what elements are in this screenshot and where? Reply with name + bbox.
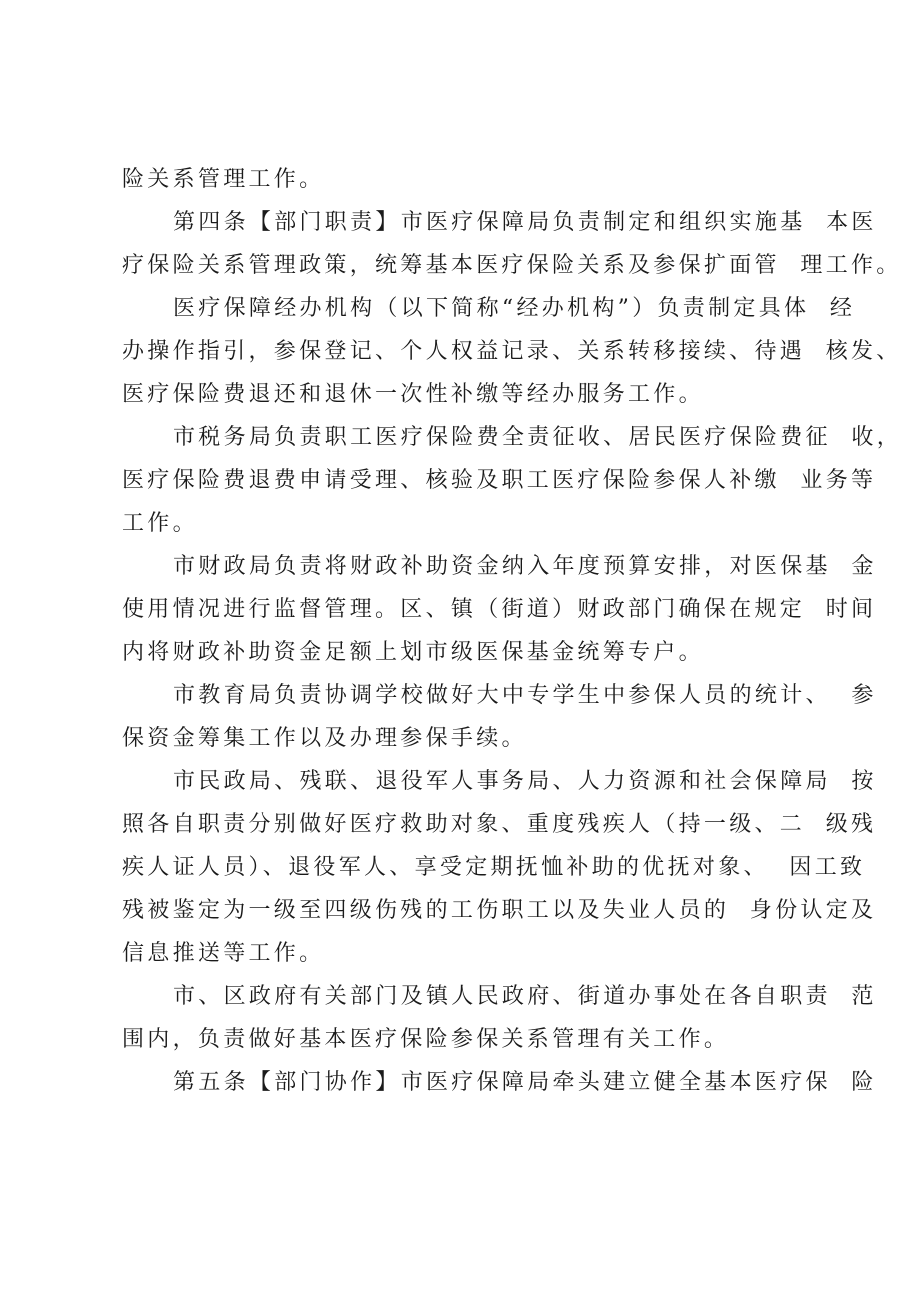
text-line: 市教育局负责协调学校做好大中专学生中参保人员的统计、 参 xyxy=(173,683,877,708)
text-line: 保资金筹集工作以及办理参保手续。 xyxy=(122,726,527,751)
text-line: 医疗保障经办机构（以下简称“经办机构”）负责制定具体 经 xyxy=(173,296,856,321)
text-line: 使用情况进行监督管理。区、镇（街道）财政部门确保在规定 时间 xyxy=(122,597,877,622)
text-line: 残被鉴定为一级至四级伤残的工伤职工以及失业人员的 身份认定及 xyxy=(122,898,877,923)
text-line: 照各自职责分别做好医疗救助对象、重度残疾人（持一级、二 级残 xyxy=(122,812,877,837)
text-line: 内将财政补助资金足额上划市级医保基金统筹专户。 xyxy=(122,640,704,665)
text-line: 疾人证人员）、退役军人、享受定期抚恤补助的优抚对象、 因工致 xyxy=(122,855,866,880)
text-line: 市财政局负责将财政补助资金纳入年度预算安排，对医保基 金 xyxy=(173,554,877,579)
text-line: 医疗保险费退还和退休一次性补缴等经办服务工作。 xyxy=(122,382,704,407)
text-line: 信息推送等工作。 xyxy=(122,941,325,966)
text-line: 市税务局负责职工医疗保险费全责征收、居民医疗保险费征 收， xyxy=(173,425,902,450)
text-line: 办操作指引，参保登记、个人权益记录、关系转移接续、待遇 核发、 xyxy=(122,339,902,364)
text-line: 市民政局、残联、退役军人事务局、人力资源和社会保障局 按 xyxy=(173,769,877,794)
text-line: 险关系管理工作。 xyxy=(122,167,325,192)
article-5-heading-line: 第五条【部门协作】市医疗保障局牵头建立健全基本医疗保 险 xyxy=(173,1070,877,1095)
text-line: 工作。 xyxy=(122,511,198,536)
text-line: 医疗保险费退费申请受理、核验及职工医疗保险参保人补缴 业务等 xyxy=(122,468,877,493)
text-line: 疗保险关系管理政策，统筹基本医疗保险关系及参保扩面管 理工作。 xyxy=(122,253,902,278)
article-4-heading-line: 第四条【部门职责】市医疗保障局负责制定和组织实施基 本医 xyxy=(173,210,877,235)
text-line: 市、区政府有关部门及镇人民政府、街道办事处在各自职责 范 xyxy=(173,984,877,1009)
text-line: 围内，负责做好基本医疗保险参保关系管理有关工作。 xyxy=(122,1027,730,1052)
